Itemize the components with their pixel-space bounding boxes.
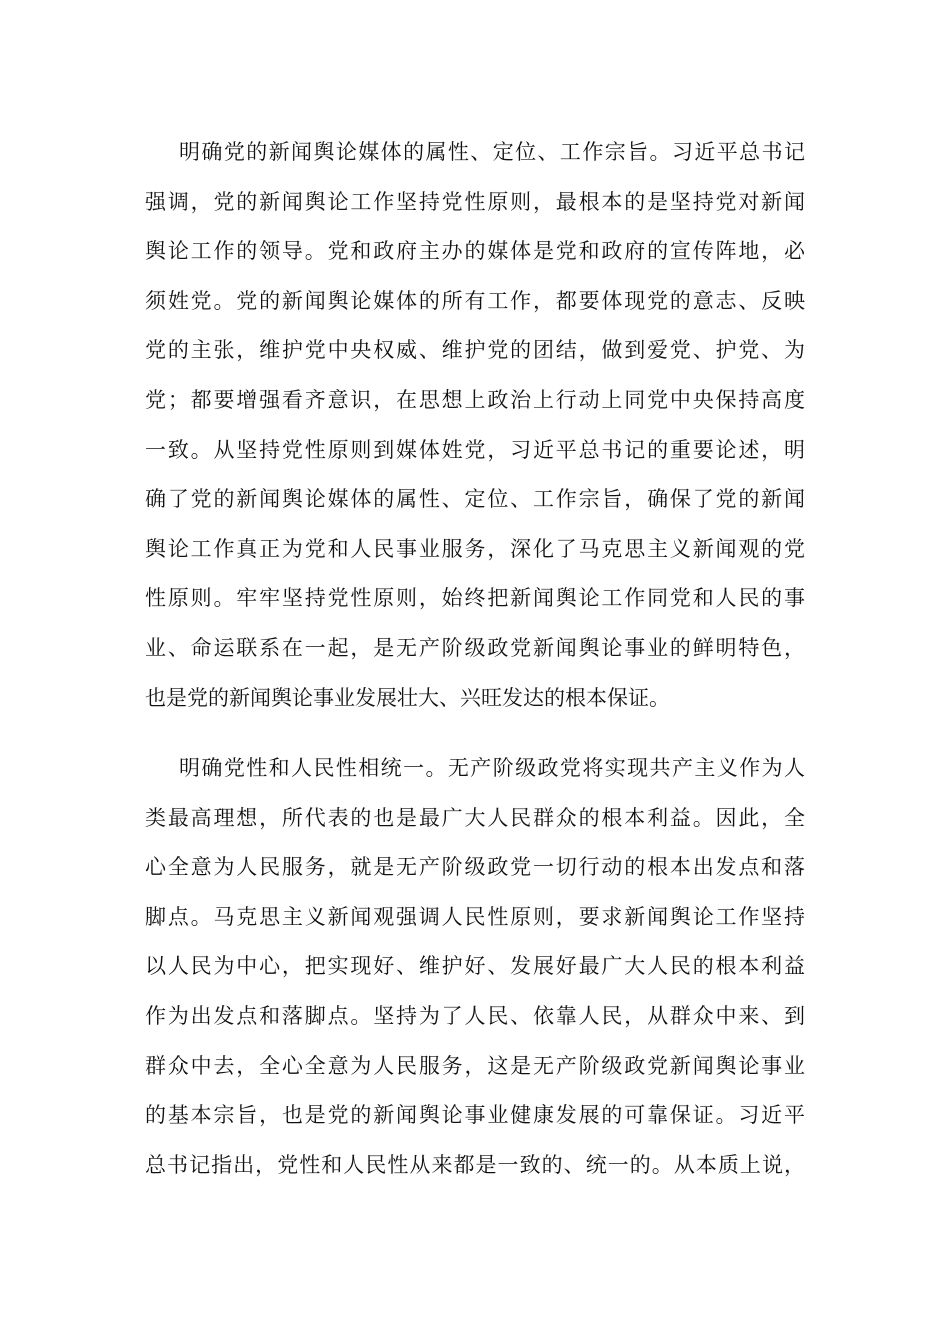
text-line: 党；都要增强看齐意识，在思想上政治上行动上同党中央保持高度 <box>145 387 805 412</box>
text-line: 性原则。牢牢坚持党性原则，始终把新闻舆论工作同党和人民的事 <box>145 586 805 611</box>
text-line: 须姓党。党的新闻舆论媒体的所有工作，都要体现党的意志、反映 <box>145 288 805 313</box>
text-line: 强调，党的新闻舆论工作坚持党性原则，最根本的是坚持党对新闻 <box>145 189 805 214</box>
text-line: 总书记指出，党性和人民性从来都是一致的、统一的。从本质上说， <box>145 1152 805 1177</box>
paragraph-party-people <box>145 744 805 1190</box>
text-line: 明确党的新闻舆论媒体的属性、定位、工作宗旨。习近平总书记 <box>179 140 805 164</box>
text-line: 脚点。马克思主义新闻观强调人民性原则，要求新闻舆论工作坚持 <box>145 904 805 929</box>
text-line: 也是党的新闻舆论事业发展壮大、兴旺发达的根本保证。 <box>145 685 670 710</box>
text-line: 党的主张，维护党中央权威、维护党的团结，做到爱党、护党、为 <box>145 338 805 363</box>
text-line: 明确党性和人民性相统一。无产阶级政党将实现共产主义作为人 <box>179 756 805 780</box>
text-line: 心全意为人民服务，就是无产阶级政党一切行动的根本出发点和落 <box>145 855 805 880</box>
text-line: 业、命运联系在一起，是无产阶级政党新闻舆论事业的鲜明特色， <box>145 635 805 660</box>
text-line: 类最高理想，所代表的也是最广大人民群众的根本利益。因此，全 <box>145 805 805 830</box>
text-line: 一致。从坚持党性原则到媒体姓党，习近平总书记的重要论述，明 <box>145 437 805 462</box>
text-line: 以人民为中心，把实现好、维护好、发展好最广大人民的根本利益 <box>145 954 805 979</box>
paragraph-party-media <box>145 128 805 723</box>
text-line: 群众中去，全心全意为人民服务，这是无产阶级政党新闻舆论事业 <box>145 1053 805 1078</box>
text-line: 作为出发点和落脚点。坚持为了人民、依靠人民，从群众中来、到 <box>145 1003 805 1028</box>
text-line: 舆论工作真正为党和人民事业服务，深化了马克思主义新闻观的党 <box>145 536 805 561</box>
text-line: 舆论工作的领导。党和政府主办的媒体是党和政府的宣传阵地，必 <box>145 239 805 264</box>
text-line: 确了党的新闻舆论媒体的属性、定位、工作宗旨，确保了党的新闻 <box>145 487 805 512</box>
text-line: 的基本宗旨，也是党的新闻舆论事业健康发展的可靠保证。习近平 <box>145 1103 805 1128</box>
